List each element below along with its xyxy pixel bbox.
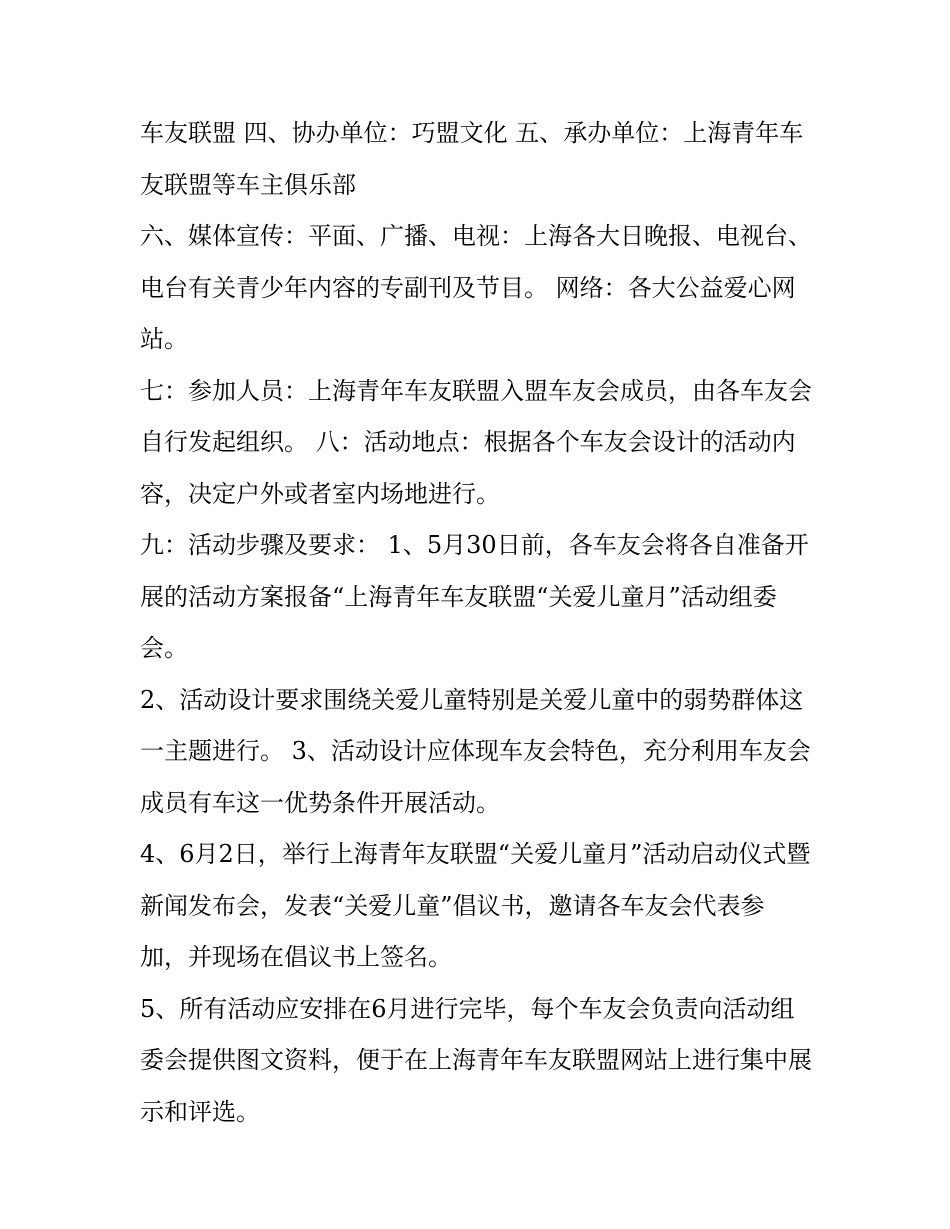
- paragraph-participants-location: 七：参加人员：上海青年车友联盟入盟车友会成员，由各车友会自行发起组织。 八：活动地点：根据各个车友会设计的活动内容，决定户外或者室内场地进行。: [140, 376, 812, 508]
- paragraph-launch-ceremony: 4、6月2日，举行上海青年友联盟“关爱儿童月”活动启动仪式暨新闻发布会，发表“关爱儿童”倡议书，邀请各车友会代表参加，并现场在倡议书上签名。: [140, 840, 811, 971]
- paragraph-media-promotion: 六、媒体宣传：平面、广播、电视：上海各大日晚报、电视台、电台有关青少年内容的专副刊及节目。 网络：各大公益爱心网站。: [140, 222, 812, 353]
- paragraph-steps-requirements: 九：活动步骤及要求： 1、5月30日前，各车友会将各自准备开展的活动方案报备“上海青年车友联盟“关爱儿童月”活动组委会。: [140, 531, 809, 662]
- document-body: [140, 108, 812, 1138]
- paragraph-activity-design: 2、活动设计要求围绕关爱儿童特别是关爱儿童中的弱势群体这一主题进行。 3、活动设计应体现车友会特色，充分利用车友会成员有车这一优势条件开展活动。: [140, 685, 811, 817]
- paragraph-completion-review: 5、所有活动应安排在6月进行完毕，每个车友会负责向活动组委会提供图文资料，便于在上海青年车友联盟网站上进行集中展示和评选。: [140, 994, 812, 1126]
- paragraph-organizers: 车友联盟 四、协办单位：巧盟文化 五、承办单位：上海青年车友联盟等车主俱乐部: [140, 119, 804, 199]
